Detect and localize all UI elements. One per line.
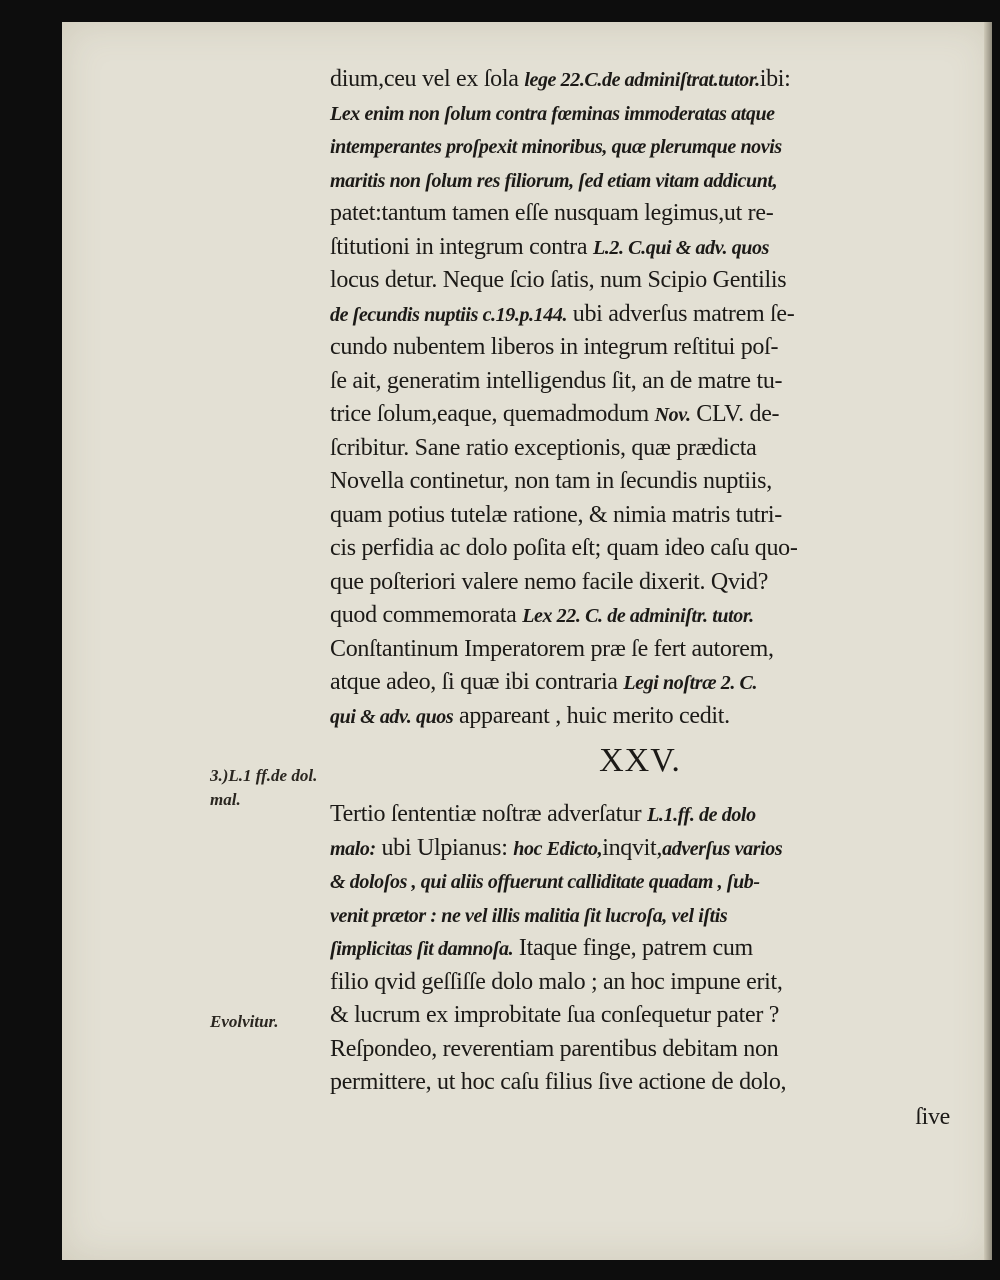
text-line: cis perfidia ac dolo poſita eſt; quam ideo caſu quo-	[330, 535, 798, 561]
page-edge	[984, 22, 992, 1260]
text-line: & lucrum ex improbitate ſua conſequetur pater ?	[330, 1002, 780, 1028]
text-line: quod commemorata Lex 22. C. de adminiſtr. tutor.	[330, 602, 754, 628]
text-line: malo: ubi Ulpianus: hoc Edicto,inqvit,adverſus varios	[330, 834, 783, 861]
book-page	[62, 22, 992, 1260]
text-line: ſe ait, generatim intelligendus ſit, an de matre tu-	[330, 367, 783, 394]
text-line: Conſtantinum Imperatorem præ ſe fert autorem,	[330, 635, 774, 662]
text-line: Tertio ſententiæ noſtræ adverſatur L.1.ff. de dolo	[330, 801, 756, 827]
text-line: maritis non ſolum res filiorum, ſed etiam vitam addicunt,	[330, 169, 778, 192]
text-line: trice ſolum,eaque, quemadmodum Nov. CLV. de-	[330, 401, 780, 427]
text-line: Lex enim non ſolum contra fœminas immoderatas atque	[330, 102, 775, 125]
text-line: de ſecundis nuptiis c.19.p.144. ubi adverſus matrem ſe-	[330, 300, 795, 327]
text-line: permittere, ut hoc caſu filius ſive actione de dolo,	[330, 1069, 787, 1095]
text-line: ſtitutioni in integrum contra L.2. C.qui & adv. quos	[330, 233, 770, 260]
margin-note-evolvitur: Evolvitur.	[210, 1012, 279, 1031]
text-line: Reſpondeo, reverentiam parentibus debitam non	[330, 1035, 779, 1062]
text-line: qui & adv. quos appareant , huic merito cedit.	[330, 702, 730, 729]
text-line: dium,ceu vel ex ſola lege 22.C.de adminiſtrat.tutor.ibi:	[330, 66, 791, 92]
text-line: ſcribitur. Sane ratio exceptionis, quæ prædicta	[330, 434, 757, 461]
section-number: XXV.	[599, 742, 681, 779]
text-line: filio qvid geſſiſſe dolo malo ; an hoc impune erit,	[330, 968, 783, 995]
text-line: venit prætor : ne vel illis malitia ſit lucroſa, vel iſtis	[330, 904, 728, 927]
text-line: intemperantes proſpexit minoribus, quæ plerumque novis	[330, 136, 782, 158]
catchword: ſive	[915, 1104, 950, 1130]
text-line: locus detur. Neque ſcio ſatis, num Scipio Gentilis	[330, 267, 787, 293]
text-line: patet:tantum tamen eſſe nusquam legimus,ut re-	[330, 200, 774, 226]
margin-note-citation: 3.)L.1 ff.de dol. mal.	[210, 766, 318, 809]
text-line: ſimplicitas ſit damnoſa. Itaque finge, patrem cum	[330, 935, 753, 961]
text-line: & doloſos , qui aliis offuerunt calliditate quadam , ſub-	[330, 871, 760, 893]
text-line: Novella continetur, non tam in ſecundis nuptiis,	[330, 468, 772, 494]
text-line: cundo nubentem liberos in integrum reſtitui poſ-	[330, 334, 779, 360]
text-line: que poſteriori valere nemo facile dixerit. Qvid?	[330, 568, 769, 595]
text-line: quam potius tutelæ ratione, & nimia matris tutri-	[330, 501, 782, 528]
text-line: atque adeo, ſi quæ ibi contraria Legi noſtræ 2. C.	[330, 669, 758, 695]
